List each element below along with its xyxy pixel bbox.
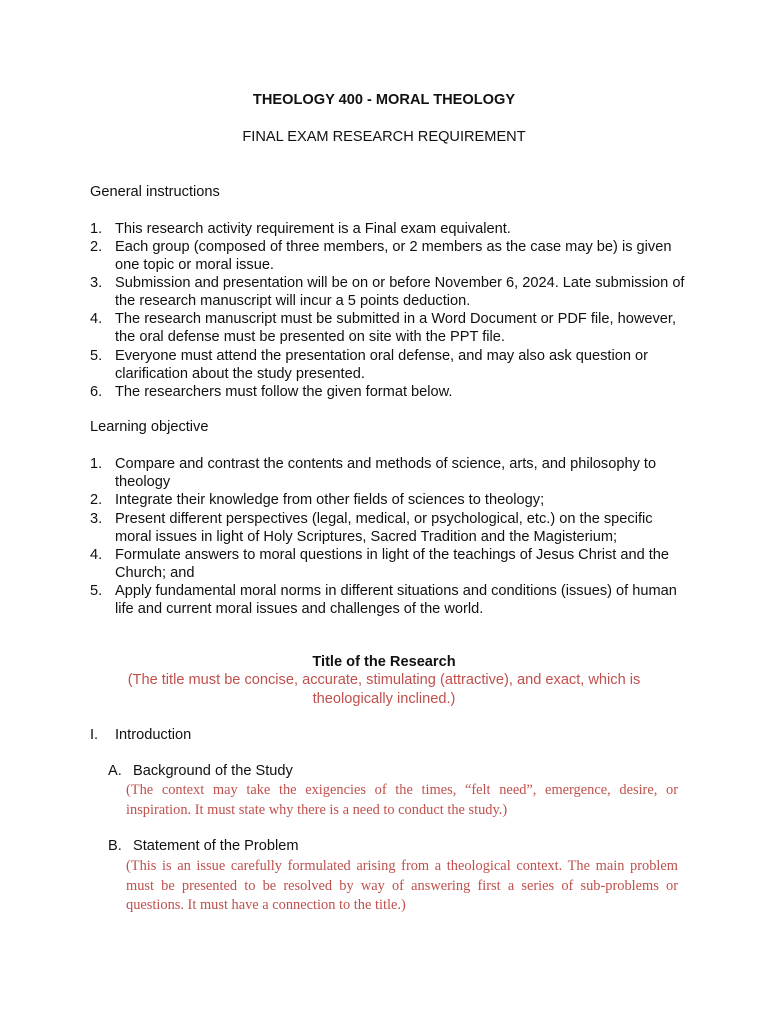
list-text: Each group (composed of three members, or 2 members as the case may be) is given one topic or moral issue. xyxy=(115,239,672,274)
background-heading: Background of the Study xyxy=(133,763,293,779)
background-note-line1: (The context may take the exigencies of the times, “felt need”, emergence, desire, or xyxy=(126,782,678,798)
list-text: Formulate answers to moral questions in light of the teachings of Jesus Christ and the Church; and xyxy=(115,547,670,582)
list-number: 4. xyxy=(90,311,103,327)
research-title-note-line2: theologically inclined.) xyxy=(312,691,456,707)
learning-objective-heading: Learning objective xyxy=(90,419,209,435)
list-number: 1. xyxy=(90,456,103,472)
background-note-line2: inspiration. It must state why there is a need to conduct the study.) xyxy=(126,802,508,818)
section-number: I. xyxy=(90,727,99,743)
list-text: This research activity requirement is a Final exam equivalent. xyxy=(115,221,511,237)
list-number: 3. xyxy=(90,511,103,527)
list-number: 2. xyxy=(90,239,103,255)
list-number: 2. xyxy=(90,492,103,508)
list-number: 1. xyxy=(90,221,103,237)
problem-note-line2: must be presented to be resolved by way of answering first a series of sub-problems or xyxy=(126,878,678,894)
subsection-letter: A. xyxy=(108,763,122,779)
research-title-note-line1: (The title must be concise, accurate, stimulating (attractive), and exact, which is xyxy=(127,672,641,688)
introduction-heading: Introduction xyxy=(115,727,192,743)
list-number: 4. xyxy=(90,547,103,563)
document-subtitle: FINAL EXAM RESEARCH REQUIREMENT xyxy=(242,129,526,145)
problem-note-line1: (This is an issue carefully formulated arising from a theological context. The main problem xyxy=(126,858,678,874)
course-title: THEOLOGY 400 - MORAL THEOLOGY xyxy=(252,92,516,108)
list-text: The research manuscript must be submitted in a Word Document or PDF file, however, the oral defense must be presented on site with the PPT file. xyxy=(115,311,677,346)
list-text: Everyone must attend the presentation oral defense, and may also ask question or clarification about the study presented. xyxy=(115,348,648,383)
list-text: Integrate their knowledge from other fields of sciences to theology; xyxy=(115,492,545,508)
general-instructions-heading: General instructions xyxy=(90,184,220,200)
list-number: 3. xyxy=(90,275,103,291)
list-number: 5. xyxy=(90,583,103,599)
list-text: Present different perspectives (legal, medical, or psychological, etc.) on the specific moral issues in light of Holy Scriptures, Sacred Tradition and the Magisterium; xyxy=(115,511,653,546)
list-text: Apply fundamental moral norms in different situations and conditions (issues) of human life and current moral issues and challenges of the world. xyxy=(115,583,677,618)
list-text: The researchers must follow the given format below. xyxy=(115,384,453,400)
problem-heading: Statement of the Problem xyxy=(133,838,299,854)
problem-note-line3: questions. It must have a connection to the title.) xyxy=(126,897,406,913)
research-title-heading: Title of the Research xyxy=(312,654,456,670)
list-text: Submission and presentation will be on or before November 6, 2024. Late submission of the research manuscript will incur a 5 points deduction. xyxy=(115,275,685,310)
subsection-letter: B. xyxy=(108,838,122,854)
list-number: 5. xyxy=(90,348,103,364)
list-number: 6. xyxy=(90,384,103,400)
list-text: Compare and contrast the contents and methods of science, arts, and philosophy to theology xyxy=(115,456,657,491)
